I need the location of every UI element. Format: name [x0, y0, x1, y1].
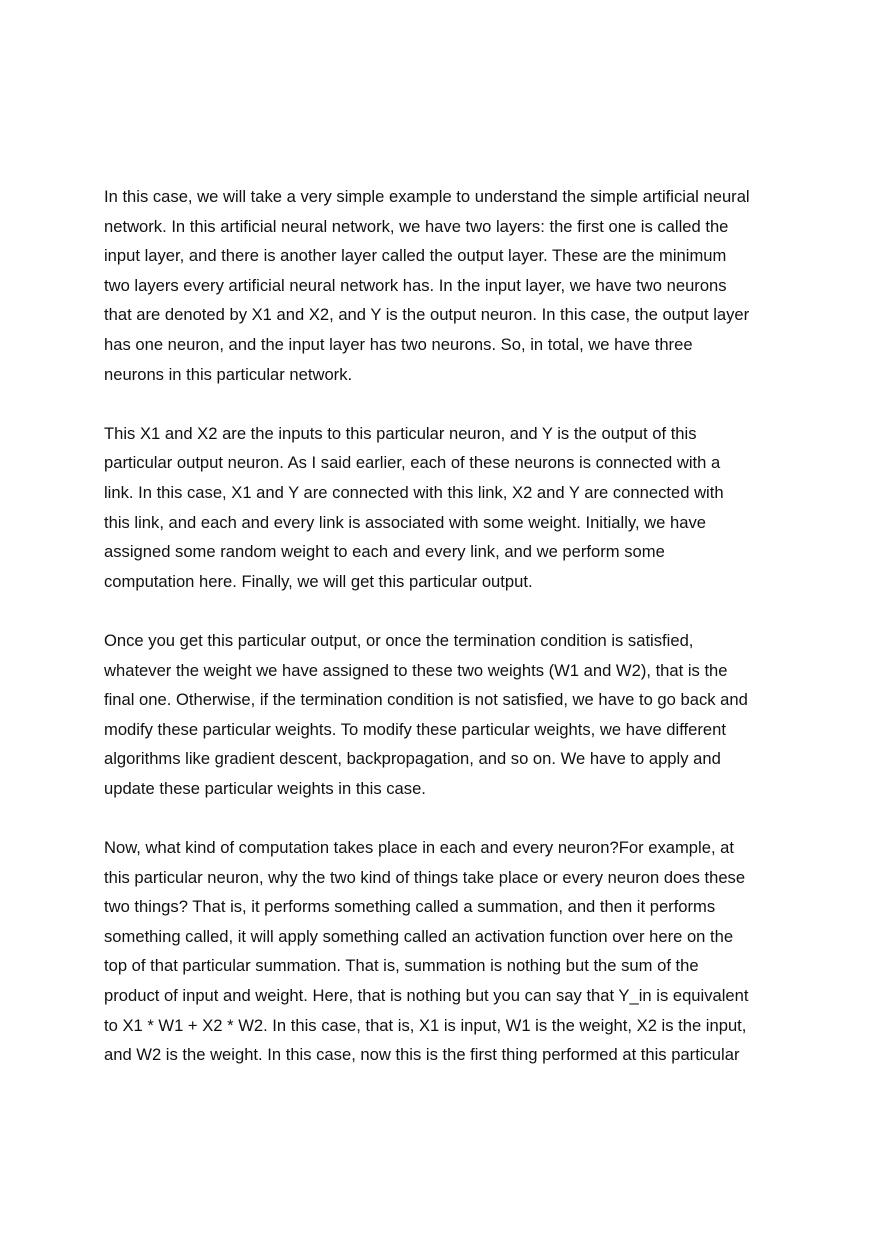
- text-line: to X1 * W1 + X2 * W2. In this case, that is, X1 is input, W1 is the weight, X2 is the input,: [104, 1015, 747, 1035]
- text-line: two things? That is, it performs something called a summation, and then it performs: [104, 897, 716, 917]
- text-line: link. In this case, X1 and Y are connected with this link, X2 and Y are connected with: [104, 482, 724, 502]
- paragraph-3: [104, 626, 780, 804]
- text-line: final one. Otherwise, if the termination condition is not satisfied, we have to go back and: [104, 690, 748, 710]
- text-line: network. In this artificial neural network, we have two layers: the first one is called the: [104, 216, 729, 236]
- text-line: This X1 and X2 are the inputs to this particular neuron, and Y is the output of this: [104, 423, 697, 443]
- text-line: neurons in this particular network.: [104, 364, 353, 384]
- document-body: [104, 182, 780, 1099]
- text-line: algorithms like gradient descent, backpropagation, and so on. We have to apply and: [104, 749, 721, 769]
- text-line: something called, it will apply something called an activation function over here on the: [104, 926, 734, 946]
- text-line: has one neuron, and the input layer has two neurons. So, in total, we have three: [104, 334, 693, 354]
- text-line: this particular neuron, why the two kind of things take place or every neuron does these: [104, 867, 746, 887]
- paragraph-1: [104, 182, 780, 389]
- text-line: this link, and each and every link is associated with some weight. Initially, we have: [104, 512, 706, 532]
- text-line: two layers every artificial neural network has. In the input layer, we have two neurons: [104, 275, 727, 295]
- text-line: In this case, we will take a very simple example to understand the simple artificial neural: [104, 187, 750, 206]
- text-line: top of that particular summation. That is, summation is nothing but the sum of the: [104, 956, 699, 976]
- text-line: product of input and weight. Here, that is nothing but you can say that Y_in is equivalent: [104, 986, 749, 1006]
- text-line: assigned some random weight to each and every link, and we perform some: [104, 542, 665, 562]
- text-line: and W2 is the weight. In this case, now this is the first thing performed at this particular: [104, 1045, 740, 1065]
- paragraph-4: [104, 833, 780, 1070]
- text-line: modify these particular weights. To modify these particular weights, we have different: [104, 719, 726, 739]
- text-line: computation here. Finally, we will get this particular output.: [104, 571, 533, 591]
- text-line: update these particular weights in this case.: [104, 778, 426, 798]
- paragraph-2: [104, 419, 780, 597]
- text-line: Once you get this particular output, or once the termination condition is satisfied,: [104, 630, 694, 650]
- text-line: that are denoted by X1 and X2, and Y is the output neuron. In this case, the output layer: [104, 305, 750, 325]
- text-line: particular output neuron. As I said earlier, each of these neurons is connected with a: [104, 453, 721, 473]
- text-line: input layer, and there is another layer called the output layer. These are the minimum: [104, 246, 727, 266]
- text-line: whatever the weight we have assigned to these two weights (W1 and W2), that is the: [104, 660, 728, 680]
- text-line: Now, what kind of computation takes place in each and every neuron?For example, at: [104, 838, 735, 858]
